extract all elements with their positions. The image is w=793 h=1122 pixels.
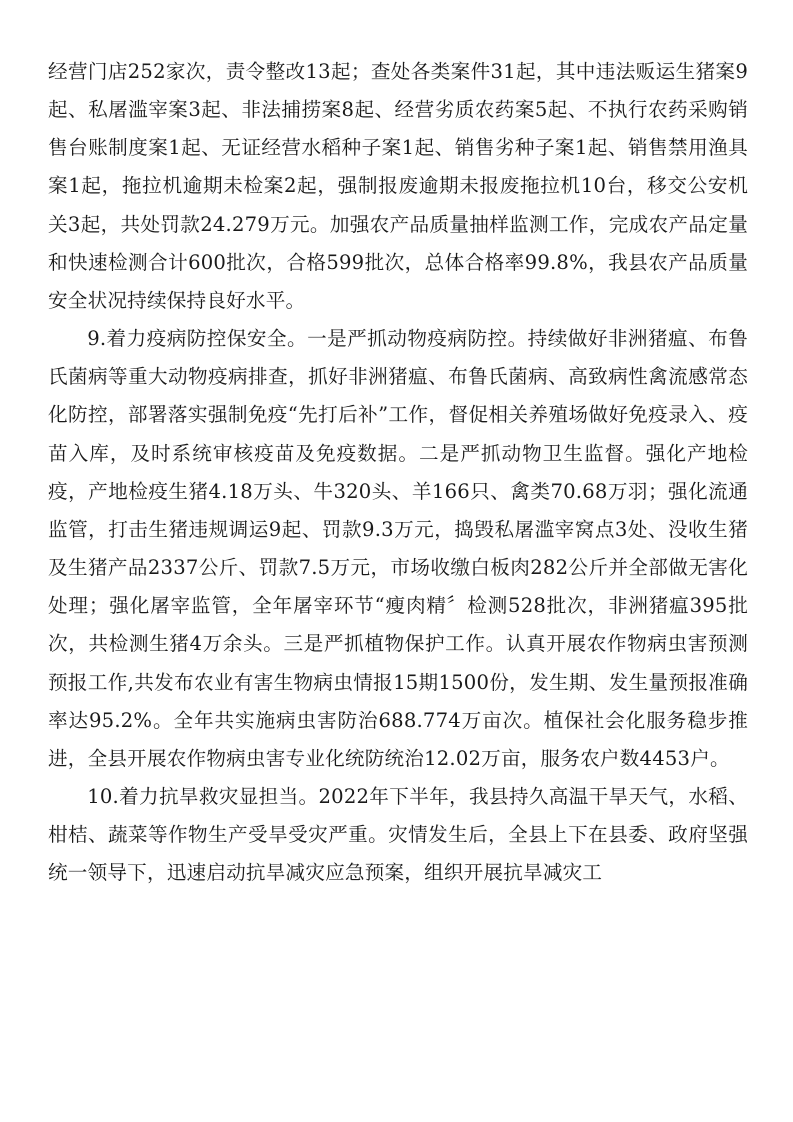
- paragraph-item-10-drought-relief: 10.着力抗旱救灾显担当。2022年下半年，我县持久高温干旱天气，水稻、柑桔、蔬菜等作物生产受旱受灾严重。灾情发生后，全县上下在县委、政府坚强统一领导下，迅速启动抗旱减灾应急预案，组织开展抗旱减灾工: [48, 784, 748, 885]
- paragraph-item-9-epidemic-control: 9.着力疫病防控保安全。一是严抓动物疫病防控。持续做好非洲猪瘟、布鲁氏菌病等重大动物疫病排查，抓好非洲猪瘟、布鲁氏菌病、高致病性禽流感常态化防控，部署落实强制免疫“先打后补”工作，督促相关养殖场做好免疫录入、疫苗入库，及时系统审核疫苗及免疫数据。二是严抓动物卫生监督。强化产地检疫，产地检疫生猪4.18万头、牛320头、羊166只、禽类70.68万羽；强化流通监管，打击生猪违规调运9起、罚款9.3万元，捣毁私屠滥宰窝点3处、没收生猪及生猪产品2337公斤、罚款7.5万元，市场收缴白板肉282公斤并全部做无害化处理；强化屠宰监管，全年屠宰环节“瘦肉精〞检测528批次，非洲猪瘟395批次，共检测生猪4万余头。三是严抓植物保护工作。认真开展农作物病虫害预测预报工作,共发布农业有害生物病虫情报15期1500份，发生期、发生量预报准确率达95.2%。全年共实施病虫害防治688.774万亩次。植保社会化服务稳步推进，全县开展农作物病虫害专业化统防统治12.02万亩，服务农户数4453户。: [48, 327, 748, 770]
- paragraph-enforcement-continued: 经营门店252家次，责令整改13起；查处各类案件31起，其中违法贩运生猪案9起、私屠滥宰案3起、非法捕捞案8起、经营劣质农药案5起、不执行农药采购销售台账制度案1起、无证经营水稻种子案1起、销售劣种子案1起、销售禁用渔具案1起，拖拉机逾期未检案2起，强制报废逾期未报废拖拉机10台，移交公安机关3起，共处罚款24.279万元。加强农产品质量抽样监测工作，完成农产品定量和快速检测合计600批次，合格599批次，总体合格率99.8%，我县农产品质量安全状况持续保持良好水平。: [48, 60, 748, 312]
- document-body: [48, 53, 748, 892]
